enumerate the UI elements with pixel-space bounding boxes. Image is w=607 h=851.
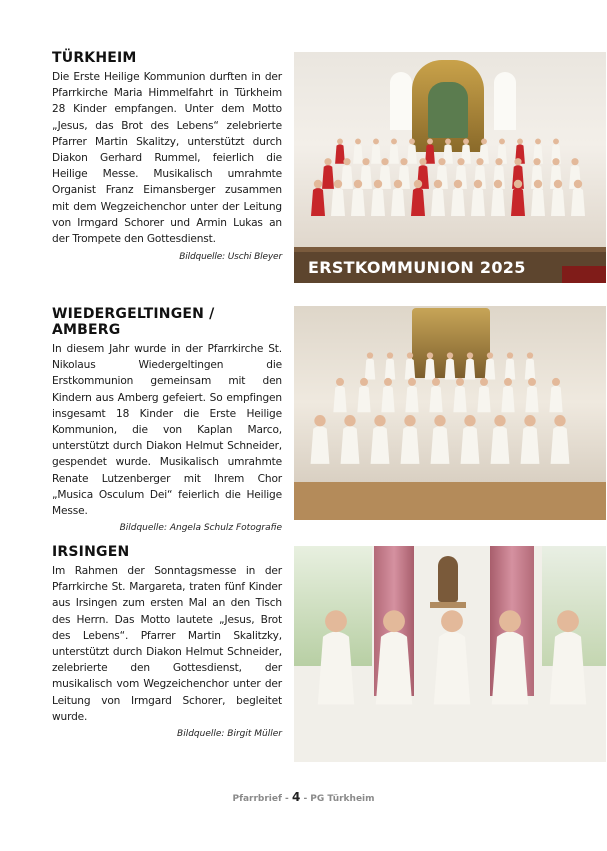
photo-credit: Bildquelle: Birgit Müller — [177, 729, 282, 740]
child-head — [527, 352, 533, 358]
child-figure — [341, 426, 360, 464]
child-head — [400, 158, 407, 165]
photo-caption: ERSTKOMMUNION 2025 — [294, 252, 606, 283]
child-head — [343, 158, 350, 165]
child-head — [383, 610, 405, 632]
child-head — [454, 180, 462, 188]
child-head — [414, 180, 422, 188]
child-head — [445, 138, 451, 144]
child-head — [552, 158, 559, 165]
child-figure — [331, 188, 345, 216]
child-figure — [322, 165, 334, 189]
child-head — [554, 180, 562, 188]
church-window — [390, 72, 412, 130]
child-figure — [333, 386, 346, 413]
child-head — [432, 378, 440, 386]
altar-painting — [428, 82, 468, 138]
photo-credit: Bildquelle: Angela Schulz Fotografie — [119, 523, 282, 534]
child-figure — [531, 188, 545, 216]
child-figure — [551, 426, 570, 464]
child-head — [533, 158, 540, 165]
child-figure — [335, 144, 345, 164]
child-head — [464, 415, 475, 426]
child-figure — [451, 188, 465, 216]
section-body: Im Rahmen der Sonntagsmesse in der Pfarrkirche St. Margareta, traten fünf Kinder aus Irsingen zum ersten Mal an den Tisch des Herrn. Das Motto lautete „Jesus, Brot des Lebens“. Pfarrer Martin Skalitzky, unterstützt durch Diakon Helmut Schneider, zelebrierte den Gottesdienst, der musikalisch vom Wegzeichenchor unter der Leitung von Irmgard Schorer, begleitet wurde. — [52, 565, 282, 723]
child-head — [404, 415, 415, 426]
child-head — [476, 158, 483, 165]
child-head — [344, 415, 355, 426]
section-heading: WIEDERGELTINGEN / AMBERG — [52, 306, 215, 338]
section-wiedergeltingen — [52, 306, 282, 533]
child-head — [391, 138, 397, 144]
child-figure — [405, 359, 416, 380]
child-figure — [371, 144, 381, 164]
child-head — [463, 138, 469, 144]
child-figure — [401, 426, 420, 464]
child-figure — [477, 386, 490, 413]
child-figure — [550, 632, 586, 705]
child-head — [457, 158, 464, 165]
child-figure — [381, 386, 394, 413]
page-footer — [0, 790, 607, 804]
child-head — [499, 610, 521, 632]
child-head — [367, 352, 373, 358]
child-figure — [461, 426, 480, 464]
child-figure — [491, 188, 505, 216]
footer-right: - PG Türkheim — [303, 794, 375, 804]
child-head — [427, 138, 433, 144]
child-figure — [411, 188, 425, 216]
child-head — [441, 610, 463, 632]
child-head — [514, 158, 521, 165]
child-figure — [351, 188, 365, 216]
child-head — [535, 138, 541, 144]
child-figure — [353, 144, 363, 164]
child-head — [394, 180, 402, 188]
child-head — [334, 180, 342, 188]
child-figure — [491, 426, 510, 464]
child-head — [360, 378, 368, 386]
section-heading: IRSINGEN — [52, 544, 130, 560]
child-head — [314, 415, 325, 426]
child-figure — [501, 386, 514, 413]
child-head — [487, 352, 493, 358]
child-head — [384, 378, 392, 386]
section-text: Die Erste Heilige Kommunion durften in der Pfarrkirche Maria Himmelfahrt in Türkheim 28 Kinder empfangen. Unter dem Motto „Jesus, das Brot des Lebens“ zelebrierte Pfarrer Martin Skalitzy, unterstützt durch Diakon Gerhard Rummel, feierlich die Heilige Messe. Musikalisch umrahmte Organist Franz Eimansberger zusammen mit dem Wegzeichenchor unter der Leitung von Irmgard Schorer und Armin Lukas an der Trompete den Gottesdienst. — [52, 71, 282, 246]
child-figure — [485, 359, 496, 380]
footer-left: Pfarrbrief - — [232, 794, 289, 804]
child-head — [409, 138, 415, 144]
child-head — [480, 378, 488, 386]
child-figure — [429, 386, 442, 413]
church-window — [494, 72, 516, 130]
child-figure — [371, 188, 385, 216]
child-head — [434, 180, 442, 188]
child-head — [407, 352, 413, 358]
child-head — [517, 138, 523, 144]
child-head — [507, 352, 513, 358]
child-figure — [492, 632, 528, 705]
child-head — [337, 138, 343, 144]
child-head — [504, 378, 512, 386]
child-head — [574, 180, 582, 188]
child-head — [528, 378, 536, 386]
child-head — [373, 138, 379, 144]
child-figure — [445, 359, 456, 380]
madonna-statue — [438, 556, 458, 602]
child-figure — [505, 359, 516, 380]
child-head — [557, 610, 579, 632]
section-body: In diesem Jahr wurde in der Pfarrkirche St. Nikolaus Wiedergeltingen die Erstkommunion gemeinsam mit den Kindern aus Amberg gefeiert. So empfingen insgesamt 18 Kinder die Erste Heilige Kommunion, die von Kaplan Marco, unterstützt durch Diakon Helmut Schneider, gespendet wurde. Musikalisch umrahmte Renate Lutzenberger mit Ihrem Chor „Musica Osculum Dei“ feierlich die Heilige Messe. — [52, 343, 282, 518]
child-head — [362, 158, 369, 165]
photo-wiedergeltingen — [294, 306, 606, 520]
child-figure — [425, 144, 435, 164]
child-figure — [431, 426, 450, 464]
child-head — [494, 415, 505, 426]
child-head — [481, 138, 487, 144]
child-head — [438, 158, 445, 165]
child-figure — [371, 426, 390, 464]
child-head — [434, 415, 445, 426]
child-head — [495, 158, 502, 165]
child-head — [553, 138, 559, 144]
child-figure — [311, 426, 330, 464]
child-figure — [407, 144, 417, 164]
child-head — [499, 138, 505, 144]
child-head — [419, 158, 426, 165]
child-figure — [511, 188, 525, 216]
child-head — [325, 610, 347, 632]
child-figure — [318, 632, 354, 705]
child-figure — [385, 359, 396, 380]
child-head — [387, 352, 393, 358]
child-figure — [341, 165, 353, 189]
photo-credit: Bildquelle: Uschi Bleyer — [179, 252, 282, 263]
child-figure — [571, 188, 585, 216]
child-head — [474, 180, 482, 188]
child-head — [494, 180, 502, 188]
child-figure — [431, 188, 445, 216]
section-body — [52, 69, 282, 263]
child-head — [324, 158, 331, 165]
child-head — [336, 378, 344, 386]
child-figure — [521, 426, 540, 464]
photo-tuerkheim — [294, 52, 606, 283]
child-head — [355, 138, 361, 144]
child-figure — [365, 359, 376, 380]
child-head — [552, 378, 560, 386]
child-figure — [549, 386, 562, 413]
child-head — [408, 378, 416, 386]
child-head — [571, 158, 578, 165]
child-figure — [525, 359, 536, 380]
child-head — [314, 180, 322, 188]
group-of-children — [300, 134, 600, 252]
child-head — [374, 180, 382, 188]
child-head — [467, 352, 473, 358]
child-head — [534, 180, 542, 188]
section-irsingen — [52, 544, 282, 739]
page-number: 4 — [291, 790, 301, 804]
child-figure — [389, 144, 399, 164]
child-figure — [465, 359, 476, 380]
child-head — [427, 352, 433, 358]
child-figure — [357, 386, 370, 413]
child-figure — [391, 188, 405, 216]
child-head — [374, 415, 385, 426]
child-figure — [311, 188, 325, 216]
child-head — [354, 180, 362, 188]
child-figure — [425, 359, 436, 380]
section-tuerkheim — [52, 50, 282, 265]
section-heading: TÜRKHEIM — [52, 50, 137, 66]
child-figure — [376, 632, 412, 705]
group-of-children — [300, 346, 600, 516]
child-head — [447, 352, 453, 358]
child-figure — [453, 386, 466, 413]
child-figure — [471, 188, 485, 216]
child-figure — [551, 188, 565, 216]
child-head — [514, 180, 522, 188]
child-head — [456, 378, 464, 386]
child-figure — [434, 632, 470, 705]
child-head — [524, 415, 535, 426]
photo-irsingen — [294, 546, 606, 762]
child-head — [554, 415, 565, 426]
child-figure — [525, 386, 538, 413]
child-head — [381, 158, 388, 165]
group-of-children — [304, 608, 600, 762]
child-figure — [405, 386, 418, 413]
